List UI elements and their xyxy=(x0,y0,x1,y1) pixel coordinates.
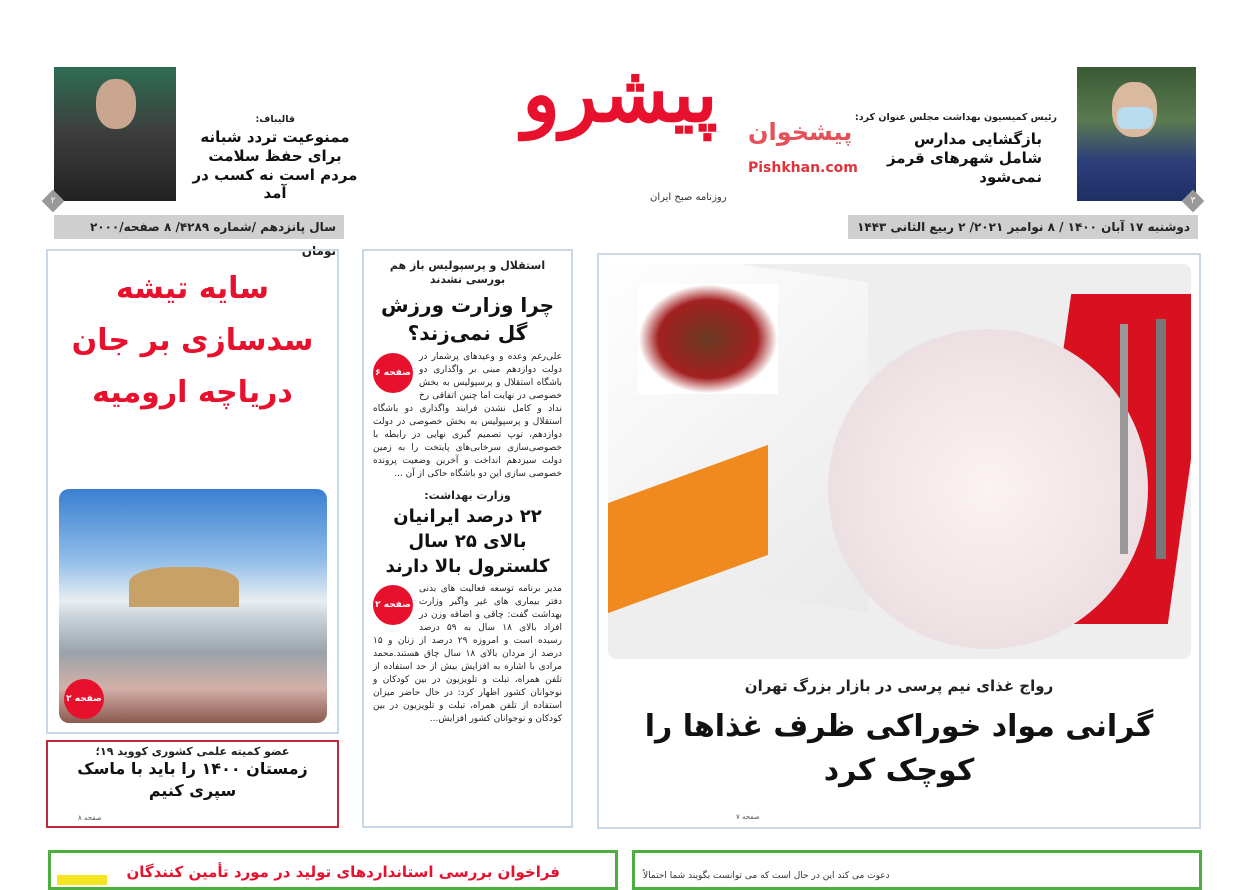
top-right-kicker: رئیس کمیسیون بهداشت مجلس عنوان کرد: xyxy=(854,112,1057,123)
health-headline[interactable]: ۲۲ درصد ایرانیان بالای ۲۵ سال کلسترول بالا دارند xyxy=(385,506,550,577)
newspaper-logo: پیشرو xyxy=(522,49,718,140)
issue-info: سال پانزدهم /شماره ۴۲۸۹/ ۸ صفحه/۲۰۰۰ تومان xyxy=(89,220,336,258)
middle-column xyxy=(362,249,573,828)
page-marker: ۲ xyxy=(42,190,65,213)
main-page-ref: صفحه ۷ xyxy=(736,813,760,821)
sports-headline[interactable]: چرا وزارت ورزش گل نمی‌زند؟ xyxy=(380,293,555,345)
date: دوشنبه ۱۷ آبان ۱۴۰۰ / ۸ نوامبر ۲۰۲۱/ ۲ ربیع الثانی ۱۴۴۳ xyxy=(857,220,1190,234)
issue-bar xyxy=(54,215,344,258)
page-badge[interactable]: صفحه ۲ xyxy=(373,585,413,625)
urmia-story[interactable] xyxy=(46,249,339,734)
tagline: روزنامه صبح ایران xyxy=(650,192,727,203)
bottom-right-box[interactable] xyxy=(632,850,1202,890)
sports-body: علی‌رغم وعده و وعیدهای پرشمار در دولت دوازدهم مبنی بر واگذاری دو باشگاه استقلال و پرسپولیس به بخش خصوصی در نهایت اما چنین اتفاقی رخ نداد و کامل نشدن فرایند واگذاری دو باشگاه استقلال و پرسپولیس به بخش خصوصی در دولت دوازدهم، توپ تصمیم گیری نهایی در رابطه با خصوصی‌سازی سرخابی‌های پایتخت را به زمین دولت سیزدهم انداخت و آخرین وضعیت پرونده خصوصی سازی این دو باشگاه حاکی از آن ... xyxy=(373,352,562,479)
bottom-right-text: دعوت می کند این در حال است که می توانست بگویند شما احتمالاً xyxy=(643,871,890,881)
photo-ghalibaf xyxy=(54,67,176,201)
health-kicker: وزارت بهداشت: xyxy=(424,489,511,502)
page-badge[interactable]: صفحه ۲ xyxy=(64,679,104,719)
sports-kicker: استقلال و پرسپولیس باز هم بورسی نشدند xyxy=(389,259,546,286)
main-story[interactable] xyxy=(597,253,1201,829)
photo-health-commission-head xyxy=(1077,67,1196,201)
main-kicker: رواج غذای نیم پرسی در بازار بزرگ تهران xyxy=(744,677,1054,695)
main-headline[interactable]: گرانی مواد خوراکی ظرف غذاها را کوچک کرد xyxy=(644,709,1154,788)
watermark-en: Pishkhan.com xyxy=(748,160,858,176)
urmia-headline[interactable]: سایه تیشه سدسازی بر جان دریاچه ارومیه xyxy=(71,271,314,410)
covid-headline[interactable]: زمستان ۱۴۰۰ را باید با ماسک سپری کنیم xyxy=(77,759,308,800)
covid-story[interactable] xyxy=(46,740,339,828)
health-body-wrap xyxy=(373,583,562,726)
top-right-headline[interactable]: بازگشایی مدارس شامل شهرهای قرمز نمی‌شود xyxy=(886,130,1042,186)
ad-box[interactable] xyxy=(48,850,618,890)
photo-empty-plate xyxy=(608,264,1191,659)
covid-page-ref: صفحه ۸ xyxy=(78,814,102,822)
date-bar xyxy=(848,215,1198,239)
page-badge[interactable]: صفحه ۶ xyxy=(373,353,413,393)
page-marker: ۳ xyxy=(1182,190,1205,213)
health-body: مدیر برنامه توسعه فعالیت های بدنی دفتر بیماری های غیر واگیر وزارت بهداشت گفت: چاقی و اضافه وزن در افراد بالای ۱۸ سال به ۵۹ درصد رسیده است و امروزه ۲۹ درصد از زنان و ۱۵ درصد از مردان بالای ۱۸ سال چاق هستند.محمد مرادی با اشاره به افزایش بیش از حد استفاده از تلفن همراه، تبلت و تلویزیون در بین کودکان و نوجوانان کشور اظهار کرد: در حال حاضر میزان استفاده از تلفن همراه، تبلت و تلویزیون در بین کودکان و نوجوانان کشور افزایش... xyxy=(373,584,563,724)
top-left-kicker: قالیباف: xyxy=(255,114,295,125)
top-left-headline[interactable]: ممنوعیت تردد شبانه برای حفظ سلامت مردم است نه کسب در آمد xyxy=(192,128,358,203)
sports-body-wrap xyxy=(373,351,562,481)
covid-kicker: عضو کمیته علمی کشوری کووید ۱۹؛ xyxy=(95,745,290,758)
watermark-fa: پیشخوان xyxy=(748,118,853,146)
ad-headline: فراخوان بررسی استانداردهای تولید در مورد تأمین کنندگان xyxy=(126,863,560,881)
